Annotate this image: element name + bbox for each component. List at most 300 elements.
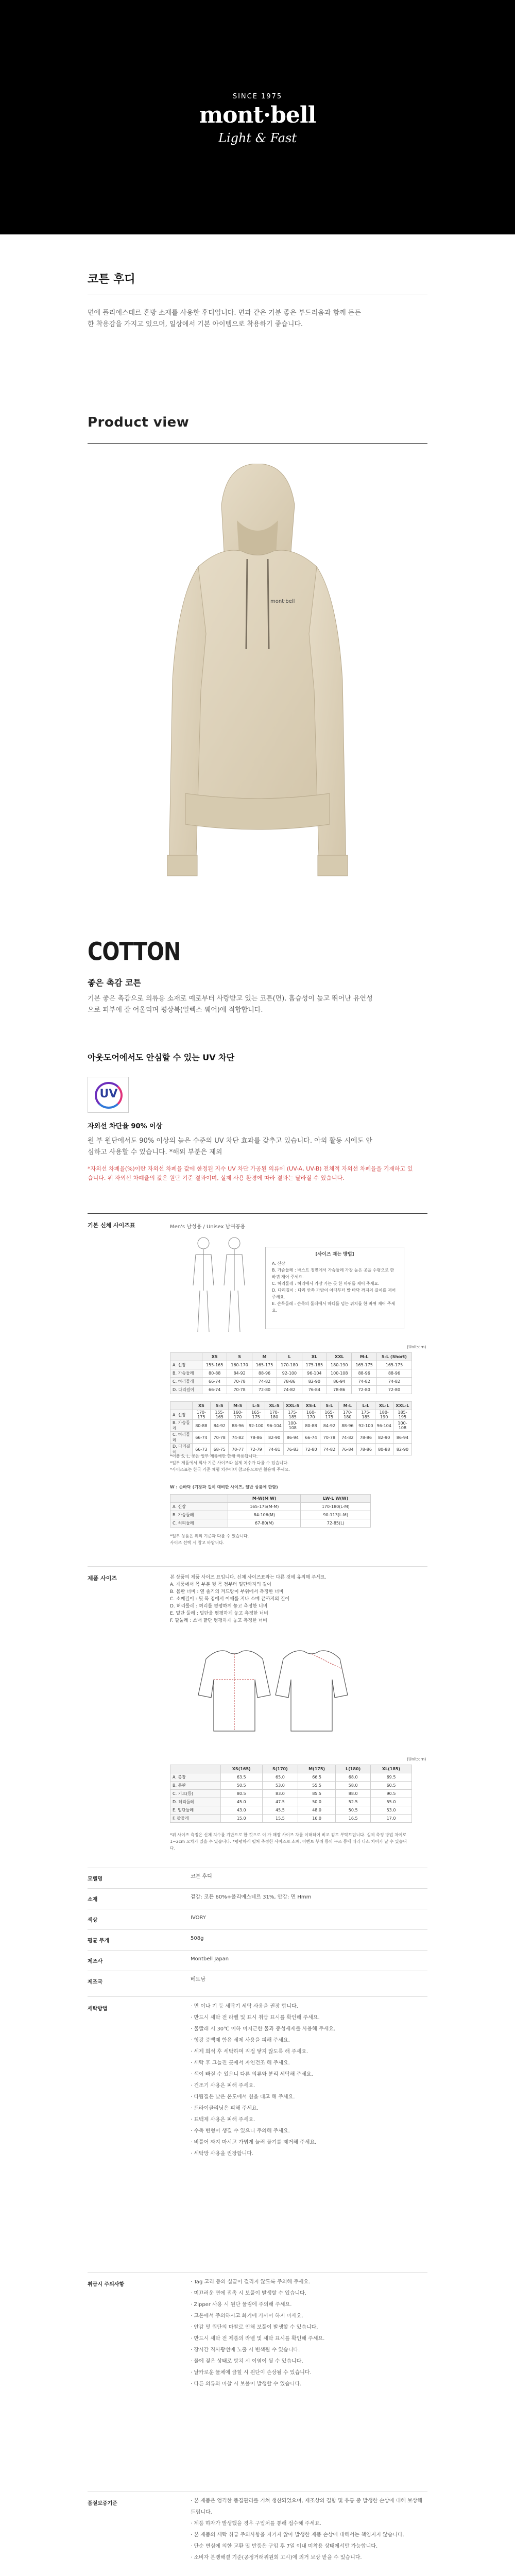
table-cell: 70-78: [320, 1432, 338, 1444]
table-header-cell: S(170): [262, 1765, 298, 1773]
table-cell: C. 기모(등): [170, 1790, 221, 1798]
table-cell: 47.5: [262, 1798, 298, 1806]
table-cell: 15.0: [220, 1815, 262, 1823]
svg-text:mont·bell: mont·bell: [270, 599, 295, 604]
table-cell: 72-79: [247, 1444, 265, 1455]
table-cell: 50.5: [336, 1806, 371, 1815]
product-size-intro-line: B. 몸판 너비 : 옆 솔기의 겨드랑이 부위에서 측정한 너비: [170, 1589, 284, 1595]
product-title: 코튼 후디: [88, 273, 135, 286]
table-cell: 165-175: [320, 1410, 338, 1420]
table-cell: 45.0: [220, 1798, 262, 1806]
table-row: [170, 1432, 412, 1444]
product-size-intro-line: E. 밑단 둘레 : 밑단을 평평하게 놓고 측정한 너비: [170, 1611, 268, 1616]
table-header-cell: L-S: [247, 1402, 265, 1410]
list-item: · 수축 변형이 생길 수 있으니 주의해 주세요.: [191, 2128, 290, 2134]
table-cell: 88-96: [252, 1369, 277, 1378]
list-item: · 본 제품은 엄격한 품질관리를 거쳐 생산되었으며, 제조상의 결함 및 유통 중 발생한 손상에 대해 보상해 드립니다.: [191, 2498, 423, 2515]
table-cell: A. 신장: [170, 1410, 193, 1420]
list-item: · 본 제품의 세탁 취급 주의사항을 지키지 않아 발생한 제품 손상에 대해서는 책임지지 않습니다.: [191, 2532, 404, 2538]
list-item: · 세탁 후 그늘진 곳에서 자연건조 해 주세요.: [191, 2060, 290, 2066]
list-item: · 면 이나 기 등 세탁기 세탁 사용을 권장 합니다.: [191, 2004, 298, 2009]
table-cell: 160-170: [302, 1410, 320, 1420]
table-cell: 86-94: [393, 1432, 411, 1444]
table-cell: 160-170: [229, 1410, 247, 1420]
table-cell: 50.0: [298, 1798, 335, 1806]
measure-guide-box: [265, 1247, 404, 1329]
cotton-heading: 좋은 촉감 코튼: [88, 978, 141, 988]
table-cell: 170-180: [338, 1410, 356, 1420]
info-value: 베트남: [191, 1977, 205, 1982]
table-cell: 80-88: [202, 1369, 227, 1378]
brand-logo: mont·bell: [199, 102, 316, 128]
table-header-cell: S: [227, 1353, 252, 1361]
product-size-intro: [170, 1574, 327, 1624]
list-item: · 세제 희석 후 세탁하며 직접 닿지 않도록 해 주세요.: [191, 2049, 308, 2055]
table-cell: 66-74: [302, 1432, 320, 1444]
table-cell: 80.5: [220, 1790, 262, 1798]
table-cell: 16.0: [298, 1815, 335, 1823]
table-header-cell: XXL: [327, 1353, 352, 1361]
product-size-intro-line: 본 상품의 제품 사이즈 표입니다. 신체 사이즈표와는 다른 것에 유의해 주세요.: [170, 1575, 327, 1580]
product-description: 면에 폴리에스테르 혼방 소재를 사용한 후디입니다. 면과 같은 기분 좋은 부드러움과 함께 든든한 착용감을 가지고 있으며, 일상에서 기본 아이템으로 착용하기 좋습니다.: [88, 309, 361, 328]
table-cell: C. 허리둘레: [170, 1378, 202, 1386]
table-cell: 55.5: [298, 1782, 335, 1790]
table-header-cell: XL: [302, 1353, 327, 1361]
table-row: [170, 1519, 371, 1528]
product-view-divider: [88, 443, 427, 444]
table-cell: 92-100: [357, 1420, 375, 1432]
table-cell: D. 다리길이: [170, 1444, 193, 1455]
info-value: 코튼 후디: [191, 1874, 212, 1879]
table-cell: 45.5: [262, 1806, 298, 1815]
info-row-material: [88, 1888, 427, 1909]
w-size-notes: [170, 1533, 249, 1546]
uv-heading: 아웃도어에서도 안심할 수 있는 UV 차단: [88, 1053, 235, 1062]
table-cell: 88-96: [376, 1369, 411, 1378]
table-cell: 74-82: [320, 1444, 338, 1455]
info-key: 취급시 주의사항: [88, 2282, 125, 2287]
list-item: · 물에 젖은 상태로 방치 시 이염이 될 수 있습니다.: [191, 2359, 303, 2364]
info-row-care: [88, 2272, 427, 2468]
table-cell: C. 허리둘레: [170, 1519, 228, 1528]
table-cell: 66-74: [202, 1386, 227, 1394]
table-cell: 53.0: [262, 1782, 298, 1790]
table-cell: D. 허리둘레: [170, 1798, 221, 1806]
table-cell: 82-90: [265, 1432, 283, 1444]
table-cell: 74-82: [252, 1378, 277, 1386]
product-size-unit: (Unit:cm): [407, 1757, 426, 1761]
table-header-cell: XXL-L: [393, 1402, 411, 1410]
table-header-cell: [170, 1765, 221, 1773]
table-cell: 170-180(L-M): [301, 1503, 371, 1511]
table-cell: 84-92: [320, 1420, 338, 1432]
uv-note: *자외선 차폐율(%)이란 자외선 차폐율 값에 한정된 지수 UV 차단 가공된 의류에 (UV-A, UV-B) 전체적 자외선 차폐율을 기재하고 있습니다. 위 자외선 차폐율의 값은 원단 기준 결과이며, 실제 사용 환경에 따라 결과는 달라질 수 있습니다.: [88, 1165, 413, 1181]
table-cell: 88-96: [338, 1420, 356, 1432]
list-item: · 다른 의류와 마찰 시 보풀이 발생할 수 있습니다.: [191, 2381, 302, 2387]
table-cell: 76-83: [283, 1444, 302, 1455]
table-cell: 48.0: [298, 1806, 335, 1815]
table-cell: 83.0: [262, 1790, 298, 1798]
size-guide-divider: [88, 1213, 427, 1214]
table-cell: A. 신장: [170, 1503, 228, 1511]
table-row: [170, 1410, 412, 1420]
table-header-cell: M-L: [352, 1353, 376, 1361]
product-size-intro-line: C. 소매길이 : 뒷 목 점에서 어깨를 지나 소매 끝까지의 길이: [170, 1597, 290, 1602]
table-cell: 165-175: [247, 1410, 265, 1420]
table-row: [170, 1782, 412, 1790]
table-header-cell: [170, 1402, 193, 1410]
list-item: · 반드시 세탁 전 라벨 및 표시 취급 표시를 확인해 주세요.: [191, 2015, 320, 2021]
table-cell: 78-86: [327, 1386, 352, 1394]
table-cell: 82-90: [302, 1378, 327, 1386]
table-row: [170, 1503, 371, 1511]
table-cell: 86-94: [283, 1432, 302, 1444]
measure-item: A. 신장: [272, 1261, 285, 1266]
info-row-maker: [88, 1950, 427, 1971]
table-header-cell: XS: [202, 1353, 227, 1361]
table-header-cell: M-L: [338, 1402, 356, 1410]
table-cell: 78-86: [247, 1432, 265, 1444]
size-note: *일부 제품에서 회사 기준 사이즈와 실제 치수가 다를 수 있습니다.: [170, 1461, 289, 1465]
info-key: 제조국: [88, 1979, 102, 1985]
table-cell: 63.5: [220, 1773, 262, 1782]
table-cell: 76-84: [302, 1386, 327, 1394]
table-cell: 74-82: [376, 1378, 411, 1386]
size-guide-subtitle: Men's 남성용 / Unisex 남여공용: [170, 1224, 246, 1230]
info-key: 소재: [88, 1897, 98, 1903]
table-cell: 66.5: [298, 1773, 335, 1782]
table-cell: 80-88: [375, 1444, 393, 1455]
list-item: · 날카로운 물체에 긁힐 시 원단이 손상될 수 있습니다.: [191, 2370, 312, 2376]
table-cell: F. 팔둘레: [170, 1815, 221, 1823]
table-cell: 96-104: [375, 1420, 393, 1432]
table-cell: 74-81: [265, 1444, 283, 1455]
table-cell: E. 밑단둘레: [170, 1806, 221, 1815]
table-row: [170, 1815, 412, 1823]
list-item: · 제품 하자가 발생했을 경우 구입처를 통해 접수해 주세요.: [191, 2521, 321, 2527]
care-list: [191, 2277, 427, 2390]
brand-header: [0, 0, 515, 234]
table-cell: 180-190: [327, 1361, 352, 1369]
body-size-table: [170, 1352, 412, 1394]
list-item: · Zipper 사용 시 원단 물림에 주의해 주세요.: [191, 2302, 292, 2308]
size-guide-label: 기본 신체 사이즈표: [88, 1222, 135, 1229]
info-row-origin: [88, 1971, 427, 1991]
table-cell: 88.0: [336, 1790, 371, 1798]
measure-item: D. 다리길이 : 다리 안쪽 가랑이 아래부터 발 바닥 까지의 길이를 재어 주세요.: [272, 1288, 396, 1299]
table-row: [170, 1378, 412, 1386]
table-row: [170, 1369, 412, 1378]
table-cell: 43.0: [220, 1806, 262, 1815]
table-cell: 78-86: [357, 1432, 375, 1444]
list-item: · 드라이클리닝은 피해 주세요.: [191, 2106, 259, 2111]
table-header-cell: XS-L: [302, 1402, 320, 1410]
table-row: [170, 1790, 412, 1798]
table-cell: 78-86: [357, 1444, 375, 1455]
list-item: · 형광 증백제 함유 세제 사용을 피해 주세요.: [191, 2038, 290, 2043]
table-cell: 84-106(M): [228, 1511, 301, 1519]
size-note: *이플 S, L, 롱은 일부 제품에만 한해 적용됩니다.: [170, 1454, 258, 1459]
brand-tagline: Light & Fast: [218, 131, 297, 145]
table-cell: 70-78: [211, 1432, 229, 1444]
product-size-note: *위 사이즈 측정은 신체 치수를 기반으로 한 것으로 이 가 매장 사이즈 차를 이해하여 비교 검토 부탁드립니다. 실제 측정 방법 차이로 1~2cm 오차가 있을 수 있습니다. *평평하게 펼쳐 측정한 사이즈로 소매, 이벤트 부위 등의 구조 등에 따라 다소 차이가 날 수 있습니다.: [170, 1833, 407, 1851]
table-cell: 66-73: [192, 1444, 210, 1455]
table-cell: 170-175: [192, 1410, 210, 1420]
table-header-cell: [170, 1353, 202, 1361]
table-cell: 69.5: [371, 1773, 412, 1782]
table-cell: 165-175: [352, 1361, 376, 1369]
table-cell: 100-108: [327, 1369, 352, 1378]
product-size-divider: [88, 1566, 427, 1567]
table-cell: D. 다리길이: [170, 1386, 202, 1394]
info-key: 평균 무게: [88, 1938, 110, 1944]
table-header-row: [170, 1353, 412, 1361]
size-table-unit: (Unit:cm): [407, 1345, 426, 1349]
table-cell: 84-92: [227, 1369, 252, 1378]
table-cell: 86-94: [327, 1378, 352, 1386]
table-cell: B. 가슴둘레: [170, 1420, 193, 1432]
list-item: · Tag 고리 등의 실끝이 걸리지 않도록 주의해 주세요.: [191, 2279, 311, 2285]
uv-badge-text: UV: [99, 1088, 118, 1100]
table-cell: 78-86: [277, 1378, 302, 1386]
table-cell: 175-185: [357, 1410, 375, 1420]
table-cell: 96-104: [302, 1369, 327, 1378]
table-cell: A. 신장: [170, 1361, 202, 1369]
w-size-table: [170, 1494, 371, 1528]
table-row: [170, 1511, 371, 1519]
table-cell: 82-90: [393, 1444, 411, 1455]
table-cell: 74-82: [352, 1378, 376, 1386]
body-size-table-2: [170, 1401, 412, 1455]
list-item: · 세탁망 사용을 권장합니다.: [191, 2151, 254, 2157]
table-header-cell: M-S: [229, 1402, 247, 1410]
table-header-row: [170, 1402, 412, 1410]
list-item: · 고온에서 주의하시고 화기에 가까이 하지 마세요.: [191, 2313, 303, 2319]
table-header-row: [170, 1495, 371, 1503]
table-cell: 58.0: [336, 1782, 371, 1790]
table-cell: C. 허리둘레: [170, 1432, 193, 1444]
table-cell: 70-78: [227, 1386, 252, 1394]
table-cell: 70-78: [227, 1378, 252, 1386]
table-cell: 96-104: [265, 1420, 283, 1432]
info-value: 겉감: 코튼 60%+폴리에스테르 31%, 안감: 면 Hmm: [191, 1894, 312, 1900]
table-header-row: [170, 1765, 412, 1773]
size-note: 사이즈 선택 시 참고 바랍니다.: [170, 1540, 225, 1545]
product-title-block: [0, 234, 515, 330]
w-size-label: W : 손바닥 (기장과 길이 대비한 사이즈, 일반 상품에 한함): [170, 1485, 278, 1489]
table-cell: 52.5: [336, 1798, 371, 1806]
table-cell: 92-100: [277, 1369, 302, 1378]
table-header-cell: XL-L: [375, 1402, 393, 1410]
info-row-color: [88, 1909, 427, 1929]
table-row: [170, 1420, 412, 1432]
list-item: · 소비자 분쟁해결 기준(공정거래위원회 고시)에 의거 보상 받을 수 있습니다.: [191, 2555, 362, 2561]
table-cell: 160-170: [227, 1361, 252, 1369]
info-key: 세탁방법: [88, 2006, 108, 2012]
list-item: · 물빨래 시 30℃ 이하 미지근한 물과 중성세제를 사용해 주세요.: [191, 2026, 336, 2032]
table-row: [170, 1798, 412, 1806]
list-item: · 다림질은 낮은 온도에서 천을 대고 해 주세요.: [191, 2094, 295, 2100]
table-header-cell: XL-S: [265, 1402, 283, 1410]
table-cell: A. 총장: [170, 1773, 221, 1782]
table-cell: 92-100: [247, 1420, 265, 1432]
measure-item: C. 허리둘레 : 허리에서 가장 가는 곳 한 바퀴를 재어 주세요.: [272, 1281, 380, 1286]
table-header-cell: L-L: [357, 1402, 375, 1410]
table-row: [170, 1773, 412, 1782]
table-cell: 100-108: [393, 1420, 411, 1432]
body-figure-icon: [185, 1234, 252, 1337]
table-cell: 70-77: [229, 1444, 247, 1455]
product-size-label: 제품 사이즈: [88, 1575, 117, 1582]
table-cell: 60.5: [371, 1782, 412, 1790]
table-cell: B. 가슴둘레: [170, 1511, 228, 1519]
table-header-cell: LW-L W(W): [301, 1495, 371, 1503]
product-size-intro-line: D. 허리둘레 : 허리를 평평하게 놓고 측정한 너비: [170, 1604, 268, 1609]
table-cell: 155-165: [202, 1361, 227, 1369]
uv-text: 원 부 원단에서도 90% 이상의 높은 수준의 UV 차단 효과를 갖추고 있습니다. 아외 활동 시에도 안심하고 사용할 수 있습니다. *해외 부분은 제외: [88, 1137, 372, 1156]
table-cell: 68.0: [336, 1773, 371, 1782]
hoodie-illustration: [160, 464, 355, 891]
info-key: 색상: [88, 1918, 98, 1923]
table-cell: 175-185: [283, 1410, 302, 1420]
table-cell: 72-80: [352, 1386, 376, 1394]
measure-guide-title: [사이즈 재는 방법]: [315, 1252, 354, 1257]
table-cell: 68-75: [211, 1444, 229, 1455]
table-row: [170, 1386, 412, 1394]
table-cell: 180-190: [375, 1410, 393, 1420]
measure-item: E. 손목둘레 : 손목의 둘레에서 마디를 넘는 위치를 한 바퀴 재어 주세요.: [272, 1301, 396, 1313]
table-header-cell: M: [252, 1353, 277, 1361]
info-row-wash: [88, 1996, 427, 2254]
table-cell: 15.5: [262, 1815, 298, 1823]
cotton-logo: COTTON: [88, 938, 181, 967]
table-cell: 55.0: [371, 1798, 412, 1806]
info-row-weight: [88, 1929, 427, 1950]
table-cell: 175-185: [302, 1361, 327, 1369]
table-cell: 80-88: [192, 1420, 210, 1432]
uv-subheading: 자외선 차단율 90% 이상: [88, 1123, 163, 1130]
table-cell: 155-165: [211, 1410, 229, 1420]
wash-list: [191, 2001, 427, 2160]
list-item: · 건조기 사용은 피해 주세요.: [191, 2083, 255, 2089]
table-cell: 82-90: [375, 1432, 393, 1444]
table-header-cell: [170, 1495, 228, 1503]
table-header-cell: S-L: [320, 1402, 338, 1410]
table-cell: 80-88: [302, 1420, 320, 1432]
table-cell: B. 가슴둘레: [170, 1369, 202, 1378]
list-item: · 비틀어 짜지 마시고 가볍게 눌러 물기를 제거해 주세요.: [191, 2140, 317, 2145]
product-size-intro-line: A. 제품에서 목 부분 뒷 목 점부터 밑단까지의 길이: [170, 1582, 271, 1587]
table-cell: 72-80: [376, 1386, 411, 1394]
since-text: SINCE 1975: [232, 93, 283, 100]
table-cell: 185-195: [393, 1410, 411, 1420]
product-size-intro-line: F. 팔둘레 : 소매 끝단 평평하게 놓고 측정한 너비: [170, 1618, 268, 1623]
table-cell: 74-82: [229, 1432, 247, 1444]
product-size-table: [170, 1765, 412, 1823]
uv-badge: [88, 1077, 129, 1113]
table-header-cell: S-L (Short): [376, 1353, 411, 1361]
table-cell: 165-175: [376, 1361, 411, 1369]
table-cell: 165-175(M-M): [228, 1503, 301, 1511]
table-cell: 88-96: [229, 1420, 247, 1432]
table-cell: 90-113(L-M): [301, 1511, 371, 1519]
table-cell: 67-80(M): [228, 1519, 301, 1528]
table-cell: 50.5: [220, 1782, 262, 1790]
size-notes: [170, 1453, 290, 1473]
table-cell: 72-80: [252, 1386, 277, 1394]
table-cell: 170-180: [265, 1410, 283, 1420]
table-header-cell: M-W(M W): [228, 1495, 301, 1503]
table-header-cell: XS: [192, 1402, 210, 1410]
table-cell: B. 몸판: [170, 1782, 221, 1790]
table-row: [170, 1361, 412, 1369]
product-image: [160, 464, 355, 891]
table-header-cell: M(175): [298, 1765, 335, 1773]
info-value: IVORY: [191, 1915, 206, 1921]
table-cell: 170-180: [277, 1361, 302, 1369]
table-cell: 100-108: [283, 1420, 302, 1432]
list-item: · 단순 변심에 의한 교환 및 반품은 구입 후 7일 이내 미착용 상태에서만 가능합니다.: [191, 2544, 378, 2549]
table-cell: 165-175: [252, 1361, 277, 1369]
table-header-cell: XXL-S: [283, 1402, 302, 1410]
table-cell: 66-74: [202, 1378, 227, 1386]
info-key: 제조사: [88, 1959, 102, 1964]
info-row-model: [88, 1868, 427, 1888]
table-cell: 76-84: [338, 1444, 356, 1455]
table-cell: 74-82: [338, 1432, 356, 1444]
table-cell: 53.0: [371, 1806, 412, 1815]
table-header-cell: XL(185): [371, 1765, 412, 1773]
list-item: · 표백제 사용은 피해 주세요.: [191, 2117, 255, 2123]
table-row: [170, 1806, 412, 1815]
size-note: *일부 상품은 위의 기준과 다를 수 있습니다.: [170, 1534, 249, 1538]
table-cell: 17.0: [371, 1815, 412, 1823]
list-item: · 반드시 세탁 전 제품의 라벨 및 세탁 표시를 확인해 주세요.: [191, 2336, 325, 2342]
table-cell: 66-74: [192, 1432, 210, 1444]
info-value: 508g: [191, 1936, 204, 1941]
table-cell: 16.5: [336, 1815, 371, 1823]
size-note: *사이즈표는 한국 기준 체형 치수이며 참고용으로만 활용해 주세요.: [170, 1467, 290, 1472]
list-item: · 미끄러운 면에 접촉 시 보풀이 발생할 수 있습니다.: [191, 2291, 306, 2296]
list-item: · 색이 빠질 수 있으니 다른 의류와 분리 세탁해 주세요.: [191, 2072, 313, 2077]
table-header-cell: XS(165): [220, 1765, 262, 1773]
uv-feature: [88, 1121, 417, 1183]
table-cell: 84-92: [211, 1420, 229, 1432]
table-cell: 90.5: [371, 1790, 412, 1798]
table-cell: 88-96: [352, 1369, 376, 1378]
table-cell: 85.5: [298, 1790, 335, 1798]
product-view-heading: Product view: [88, 415, 190, 430]
cotton-text: 기본 좋은 촉감으로 의류용 소재로 예로부터 사랑받고 있는 코튼(면). 흡습성이 높고 뛰어난 유연성으로 피부에 잘 어울리며 평상복(일렉스 웨어)에 적합합니다.: [88, 995, 373, 1014]
cotton-feature: [88, 976, 376, 1016]
info-row-qa: [88, 2491, 427, 2576]
table-cell: 72-80: [302, 1444, 320, 1455]
table-header-cell: S-S: [211, 1402, 229, 1410]
info-key: 모델명: [88, 1876, 102, 1882]
table-cell: 74-82: [277, 1386, 302, 1394]
qa-list: [191, 2496, 427, 2564]
garment-measure-diagram: [185, 1638, 355, 1741]
table-header-cell: L: [277, 1353, 302, 1361]
table-cell: 72-85(L): [301, 1519, 371, 1528]
table-header-cell: L(180): [336, 1765, 371, 1773]
info-key: 품질보증기준: [88, 2501, 117, 2506]
info-value: Montbell Japan: [191, 1956, 229, 1962]
list-item: · 안감 및 원단의 마찰로 인해 보풀이 발생할 수 있습니다.: [191, 2325, 318, 2330]
table-cell: 65.0: [262, 1773, 298, 1782]
list-item: · 장시간 직사광선에 노출 시 변색될 수 있습니다.: [191, 2347, 300, 2353]
measure-item: B. 가슴둘레 : 바스트 정면에서 가슴둘레 가장 높은 곳을 수평으로 한 바퀴 재어 주세요.: [272, 1268, 394, 1279]
